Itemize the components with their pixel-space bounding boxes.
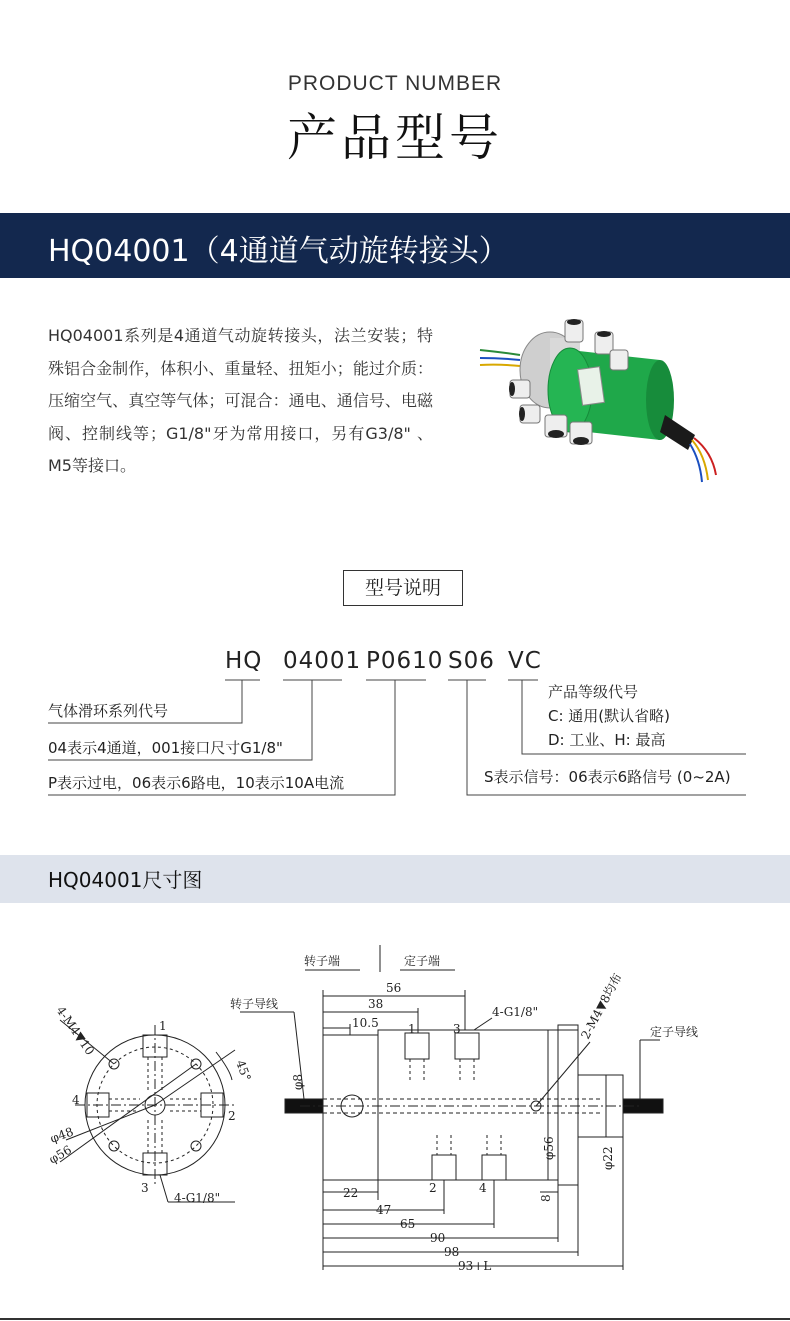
dim-90: 90 (430, 1231, 446, 1245)
port-number: 4 (479, 1181, 487, 1195)
label-vc-line1: C: 通用(默认省略) (548, 707, 671, 725)
label-hq: 气体滑环系列代号 (48, 702, 169, 720)
header-title-cn: 产品型号 (287, 109, 503, 167)
port-number: 3 (141, 1181, 149, 1195)
port-number: 3 (453, 1022, 461, 1036)
model-badge: 型号说明 (343, 570, 463, 606)
dim-port-spec-right: 4-G1/8" (492, 1005, 539, 1019)
product-title: HQ04001（4通道气动旋转接头） (48, 234, 509, 269)
drawing-title: HQ04001尺寸图 (48, 868, 203, 892)
label-vc-line2: D: 工业、H: 最高 (548, 731, 666, 749)
dim-22: 22 (343, 1186, 359, 1200)
label-s06: S表示信号：06表示6路信号 (0~2A) (484, 768, 731, 786)
dim-phi48: φ48 (48, 1124, 76, 1146)
header-title-en: PRODUCT NUMBER (287, 72, 503, 95)
port-number: 2 (228, 1109, 236, 1123)
label-vc-title: 产品等级代号 (548, 683, 639, 701)
port-number: 2 (429, 1181, 437, 1195)
label-stator-end: 定子端 (404, 954, 441, 968)
bottom-rule (0, 1318, 790, 1320)
port-number: 1 (159, 1019, 167, 1033)
code-s06: S06 (448, 648, 495, 674)
dim-8: 8 (539, 1194, 553, 1202)
code-04001: 04001 (283, 648, 362, 674)
dim-port-spec-left: 4-G1/8" (174, 1191, 221, 1205)
label-stator-wire: 定子导线 (650, 1025, 699, 1039)
code-vc: VC (508, 648, 542, 674)
dim-38: 38 (368, 997, 384, 1011)
dim-m4-left: 4-M4▼10 (53, 1003, 98, 1058)
port-number: 1 (408, 1022, 416, 1036)
label-p0610: P表示过电，06表示6路电，10表示10A电流 (48, 774, 345, 792)
code-p0610: P0610 (366, 648, 444, 674)
label-04001: 04表示4通道，001接口尺寸G1/8" (48, 739, 283, 757)
dim-65: 65 (400, 1217, 416, 1231)
dimension-drawing (0, 930, 790, 1315)
dim-93-l: 93+L (458, 1259, 492, 1273)
dim-phi22: φ22 (601, 1146, 615, 1170)
dim-m4-right: 2-M4▼8均布 (578, 970, 625, 1042)
dim-98: 98 (444, 1245, 460, 1259)
label-rotor-wire: 转子导线 (230, 997, 279, 1011)
dim-47: 47 (376, 1203, 392, 1217)
dim-phi8: φ8 (291, 1073, 305, 1090)
dim-56-top: 56 (386, 981, 402, 995)
code-hq: HQ (225, 648, 263, 674)
port-number: 4 (72, 1093, 80, 1107)
dim-phi56-front: φ56 (46, 1142, 75, 1167)
dim-phi56-side: φ56 (542, 1136, 556, 1160)
dim-10-5: 10.5 (352, 1016, 379, 1030)
product-description: HQ04001系列是4通道气动旋转接头，法兰安装；特殊铝合金制作，体积小、重量轻、扭矩小；能过介质：压缩空气、真空等气体；可混合：通电、通信号、电磁阀、控制线等；G1/8"牙为常用接口，另有G3/8" 、M5等接口。 (48, 326, 433, 475)
dim-angle: 45° (233, 1058, 254, 1084)
label-rotor-end: 转子端 (304, 954, 341, 968)
